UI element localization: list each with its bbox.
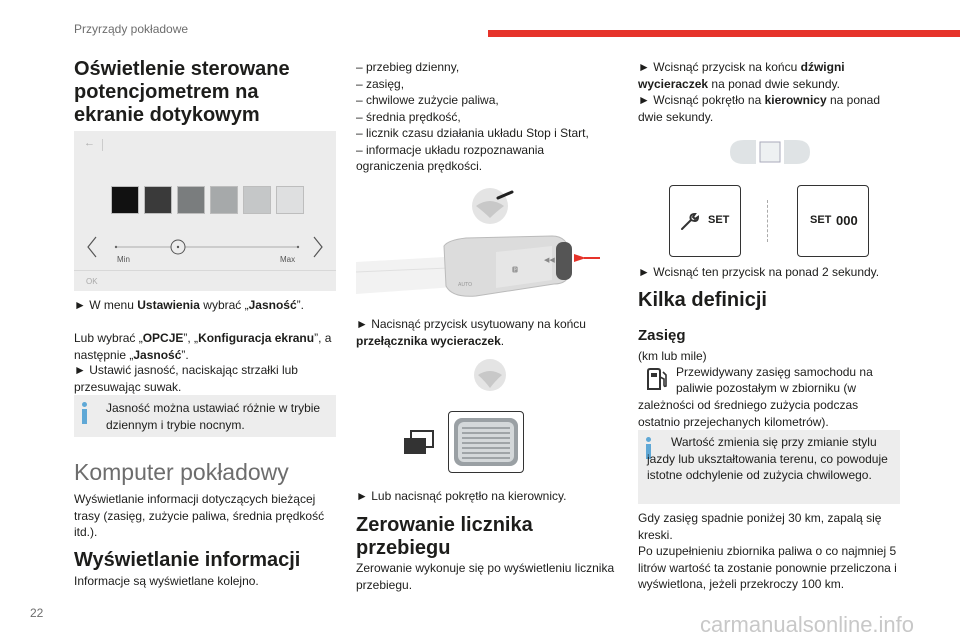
reset-button-after (797, 185, 869, 257)
list-item: – licznik czasu działania układu Stop i Start, (356, 126, 589, 140)
thumbwheel-illustration (403, 409, 525, 475)
section-title-trip-computer: Komputer pokładowy (74, 459, 289, 485)
watermark: carmanualsonline.info (700, 612, 915, 637)
range-text-line2: paliwie pozostałym w zbiorniku (w (676, 381, 857, 395)
back-arrow-icon: ← (84, 137, 95, 149)
range-low-text: Gdy zasięg spadnie poniżej 30 km, zapalą się kreski. (638, 511, 882, 542)
brightness-swatches (111, 186, 305, 214)
wiper-stalk-illustration (356, 232, 606, 308)
swatch (276, 186, 304, 214)
range-text-line1: Przewidywany zasięg samochodu na (676, 365, 873, 379)
slider-max-label: Max (280, 255, 296, 264)
swatch (111, 186, 139, 214)
note-range: Wartość zmienia się przy zmianie stylu jazdy lub ukształtowania terenu, co powoduje istotne odchylenie od zużycia chwilowego. (638, 430, 900, 504)
info-icon (82, 402, 87, 424)
steering-wheel-icon-small (470, 358, 510, 392)
info-list (356, 59, 622, 175)
set-value: 000 (836, 213, 858, 228)
reset-button-before (669, 185, 741, 257)
right-arrow-icon (314, 237, 322, 257)
step-brightness-menu: ► W menu Ustawienia wybrać „Jasność”. (74, 298, 304, 312)
list-item: – przebieg dzienny, (356, 60, 460, 74)
step-adjust-brightness: ► Ustawić jasność, naciskając strzałki lub przesuwając suwak. (74, 363, 298, 394)
display-info-intro: Informacje są wyświetlane kolejno. (74, 574, 259, 588)
step-press-wheel: ► Lub nacisnąć pokrętło na kierownicy. (356, 489, 567, 503)
step-press-steering-wheel: ► Wcisnąć pokrętło na kierownicy na ponad dwie sekundy. (638, 93, 881, 124)
swatch (210, 186, 238, 214)
brightness-slider[interactable] (84, 231, 326, 271)
thumbwheel-box (448, 411, 524, 473)
brightness-screen-illustration (74, 131, 336, 291)
display-pages-icon (403, 429, 437, 459)
header-accent-bar (488, 30, 960, 37)
set-label: SET (810, 214, 832, 226)
heading-definitions: Kilka definicji (638, 289, 767, 311)
reset-odometer-text: Zerowanie wykonuje się po wyświetleniu licznika przebiegu. (356, 561, 615, 592)
range-text-line3: zależności od średniego zużycia podczas ostatnio przejechanych kilometrów). (638, 398, 859, 429)
instrument-cluster-icon (726, 136, 814, 168)
range-refuel-text: Po uzupełnieniu zbiornika paliwa o co najmniej 5 litrów wartość ta zostanie ponownie przeliczona i wyświetlona, jeżeli przekroczy 100 km. (638, 544, 897, 591)
swatch (144, 186, 172, 214)
step-press-wiper-lever: ► Wcisnąć przycisk na końcu dźwigni wycieraczek na ponad dwie sekundy. (638, 60, 845, 91)
heading-reset-odometer: Zerowanie licznika przebiegu (356, 514, 533, 559)
page-number: 22 (30, 606, 44, 620)
set-label: SET (708, 214, 730, 226)
list-item: – chwilowe zużycie paliwa, (356, 93, 499, 107)
section-heading-brightness: Oświetlenie sterowane potencjometrem na ekranie dotykowym (74, 58, 290, 126)
wrench-icon (679, 212, 699, 232)
fuel-pump-icon (644, 367, 670, 391)
svg-text:🅿: 🅿 (512, 267, 519, 274)
alt-brightness-menu: Lub wybrać „OPCJE”, „Konfiguracja ekranu”, a następnie „Jasność”. (74, 331, 332, 362)
range-unit: (km lub mile) (638, 349, 707, 363)
running-header: Przyrządy pokładowe (74, 22, 189, 36)
list-item: – zasięg, (356, 76, 405, 91)
list-item: ograniczenia prędkości. (356, 159, 483, 173)
list-item: – średnia prędkość, (356, 109, 461, 124)
swatch (177, 186, 205, 214)
svg-text:◀◀: ◀◀ (544, 256, 555, 264)
slider-min-label: Min (117, 255, 130, 264)
step-press-stalk: ► Nacisnąć przycisk usytuowany na końcu przełącznika wycieraczek. (356, 317, 586, 348)
list-item: – informacje układu rozpoznawania (356, 142, 545, 157)
trip-computer-intro: Wyświetlanie informacji dotyczących bieżącej trasy (zasięg, zużycie paliwa, średnia prędkość itd.). (74, 492, 325, 539)
stalk-end-button (556, 242, 572, 280)
step-press-button: ► Wcisnąć ten przycisk na ponad 2 sekundy. (638, 265, 880, 279)
left-arrow-icon (88, 237, 96, 257)
auto-label: AUTO (458, 282, 473, 288)
steering-wheel-icon (466, 184, 522, 228)
swatch (243, 186, 271, 214)
heading-display-info: Wyświetlanie informacji (74, 549, 301, 571)
note-brightness: Jasność można ustawiać różnie w trybie dziennym i trybie nocnym. (74, 395, 336, 437)
ok-button: OK (86, 277, 98, 286)
heading-range: Zasięg (638, 327, 686, 344)
